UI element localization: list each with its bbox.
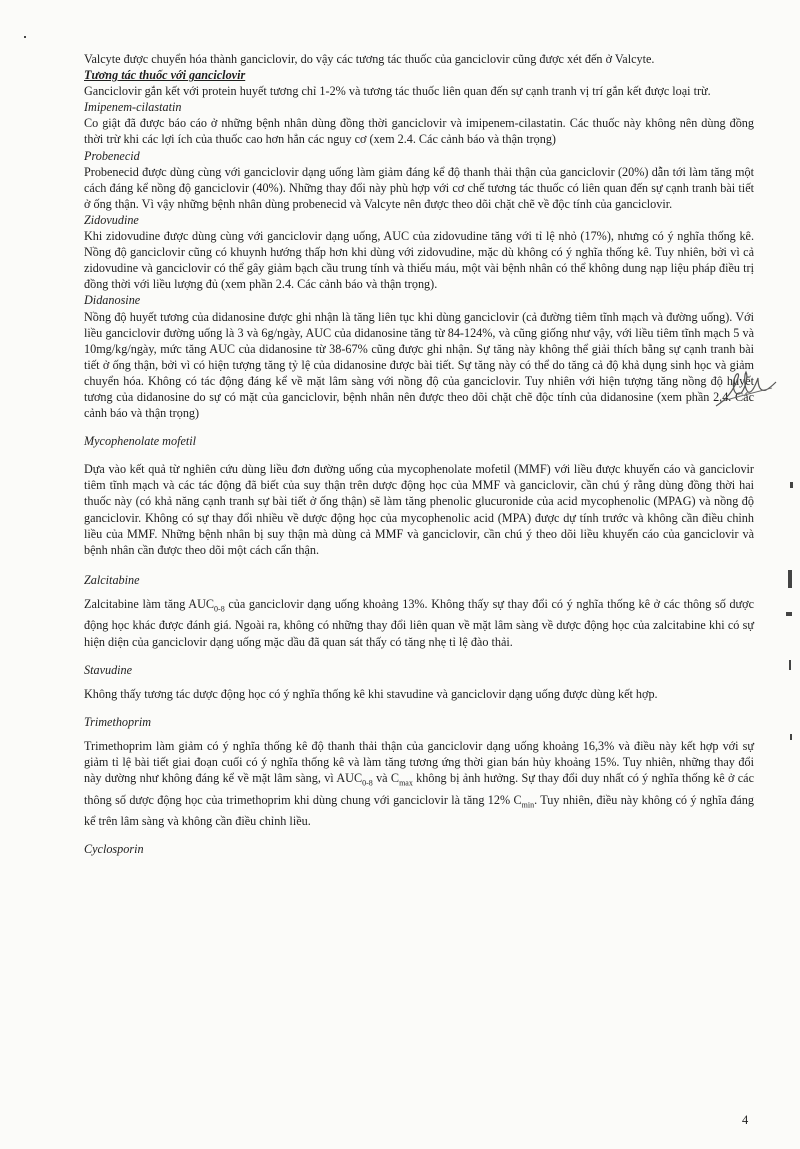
paragraph-zalcitabine: Zalcitabine làm tăng $AUC_{0-8}$ của ganciclovir dạng uống khoảng 13%. Không thấy sự thay đổi có ý nghĩa thống kê ở các thông số dược động học khác được đánh giá. Ngoài ra, không có những thay đổi liên quan về mặt lâm sàng về dược động học của zalcitabine khi có sự hiện diện của ganciclovir dạng uống mặc dầu đã quan sát thấy có tăng nhẹ tỉ lệ đào thải. <box>84 596 754 649</box>
heading-stavudine: Stavudine <box>84 662 133 677</box>
heading-cyclosporin: Cyclosporin <box>84 842 144 857</box>
heading-zalcitabine: Zalcitabine <box>84 572 140 587</box>
heading-probenecid: Probenecid <box>84 148 140 163</box>
paragraph-stavudine: Không thấy tương tác dược động học có ý nghĩa thống kê khi stavudine và ganciclovir dạng uống được dùng kết hợp. <box>84 686 658 701</box>
handwritten-signature <box>712 362 778 412</box>
heading-drug-interactions: Tương tác thuốc với ganciclovir <box>84 68 246 83</box>
heading-zidovudine: Zidovudine <box>84 212 139 227</box>
heading-trimethoprim: Trimethoprim <box>84 714 152 729</box>
paragraph-zidovudine: Khi zidovudine được dùng cùng với ganciclovir dạng uống, AUC của zidovudine tăng với tỉ lệ nhỏ (17%), nhưng có ý nghĩa thống kê. Nồng độ ganciclovir cũng có khuynh hướng thấp hơn khi dùng với zidovudine, mặc dù không có ý nghĩa thống kê. Tuy nhiên, bởi vì cả zidovudine và ganciclovir có thể gây giảm bạch cầu trung tính và thiếu máu, một vài bệnh nhân có thể không dung nạp liệu pháp điều trị đồng thời với liều lượng đủ (xem phần 2.4. Các cảnh báo và thận trọng). <box>84 229 754 292</box>
paragraph-imipenem: Co giật đã được báo cáo ở những bệnh nhân dùng đồng thời ganciclovir và imipenem-cilastatin. Các thuốc này không nên dùng đồng thời trừ khi các lợi ích của thuốc cao hơn hẳn các nguy cơ (xem 2.4. Các cảnh báo và thận trọng) <box>84 116 754 147</box>
heading-didanosine: Didanosine <box>84 293 141 308</box>
heading-mycophenolate: Mycophenolate mofetil <box>84 434 197 449</box>
paragraph-protein-binding: Ganciclovir gắn kết với protein huyết tương chỉ 1-2% và tương tác thuốc liên quan đến sự cạnh tranh vị trí gắn kết được loại trừ. <box>84 84 711 99</box>
document-body <box>84 51 754 857</box>
paragraph-trimethoprim: Trimethoprim làm giảm có ý nghĩa thống kê độ thanh thải thận của ganciclovir dạng uống khoảng 16,3% và điều này kết hợp với sự giảm tỉ lệ bài tiết giai đoạn cuối có ý nghĩa thống kê và làm tăng tương ứng thời gian bán hủy khoảng 15%. Tuy nhiên, những thay đổi này dường như không đáng kể về mặt lâm sàng, vì $AUC_{0-8}$ và $C_{max}$ không bị ảnh hưởng. Sự thay đổi duy nhất có ý nghĩa thống kê ở các thông số dược động học của trimethoprim khi dùng chung với ganciclovir là tăng 12% $C_{min}$. Tuy nhiên, điều này không có ý nghĩa đáng kể trên lâm sàng và không cần điều chỉnh liều. <box>84 738 754 829</box>
paragraph-mycophenolate: Dựa vào kết quả từ nghiên cứu dùng liều đơn đường uống của mycophenolate mofetil (MMF) với liều được khuyến cáo và ganciclovir tiêm tĩnh mạch và các tác động đã biết của suy thận trên dược động học của MMF và ganciclovir, cần chú ý rằng dùng đồng thời hai thuốc này (có khả năng cạnh tranh sự bài tiết ở ống thận) sẽ làm tăng phenolic glucuronide của acid mycophenolic (MPAG) và nồng độ ganciclovir. Không có sự thay đổi nhiều về dược động học của mycophenolic acid (MPA) được dự tính trước và không cần điều chỉnh liều của MMF. Những bệnh nhân bị suy thận mà dùng cả MMF và ganciclovir, cần chú ý theo dõi liều khuyến cáo của ganciclovir và bệnh nhân cần được theo dõi một cách cẩn thận. <box>84 462 754 557</box>
heading-imipenem: Imipenem-cilastatin <box>84 100 182 115</box>
paragraph-probenecid: Probenecid được dùng cùng với ganciclovir dạng uống làm giảm đáng kể độ thanh thải thận của ganciclovir (20%) dẫn tới làm tăng một cách đáng kể nồng độ ganciclovir (40%). Những thay đổi này phù hợp với cơ chế tương tác thuốc có liên quan đến sự cạnh tranh bài tiết ở ống thận. Vì vậy những bệnh nhân dùng probenecid và Valcyte nên được theo dõi chặt chẽ về độc tính của ganciclovir. <box>84 164 754 211</box>
paragraph-intro: Valcyte được chuyển hóa thành ganciclovir, do vậy các tương tác thuốc của ganciclovir cũng được xét đến ở Valcyte. <box>84 52 655 66</box>
paragraph-didanosine: Nồng độ huyết tương của didanosine được ghi nhận là tăng liên tục khi dùng ganciclovir (cả đường tiêm tĩnh mạch và đường uống). Với liều ganciclovir đường uống là 3 và 6g/ngày, AUC của didanosine tăng từ 84-124%, và cũng giống như vậy, với liều tiêm tĩnh mạch 5 và 10mg/kg/ngày, mức tăng AUC của didanosine từ 38-67% cũng được ghi nhận. Sự tăng này không thể giải thích bằng sự cạnh tranh bài tiết ở ống thận, bởi vì có hiện tượng tăng tỷ lệ của didanosine được bài tiết. Sự tăng này có thể do tăng cả độ khả dụng sinh học và giảm chuyển hóa. Không có tác động đáng kể về mặt lâm sàng với nồng độ của ganciclovir. Tuy nhiên với hiện tượng tăng nồng độ huyết tương của didanosine do sự có mặt của ganciclovir, bệnh nhân nên được theo dõi chặt chẽ độc tính của didanosine (xem phần 2.4. Các cảnh báo và thận trọng) <box>84 309 754 421</box>
page-number: 4 <box>742 1113 749 1127</box>
